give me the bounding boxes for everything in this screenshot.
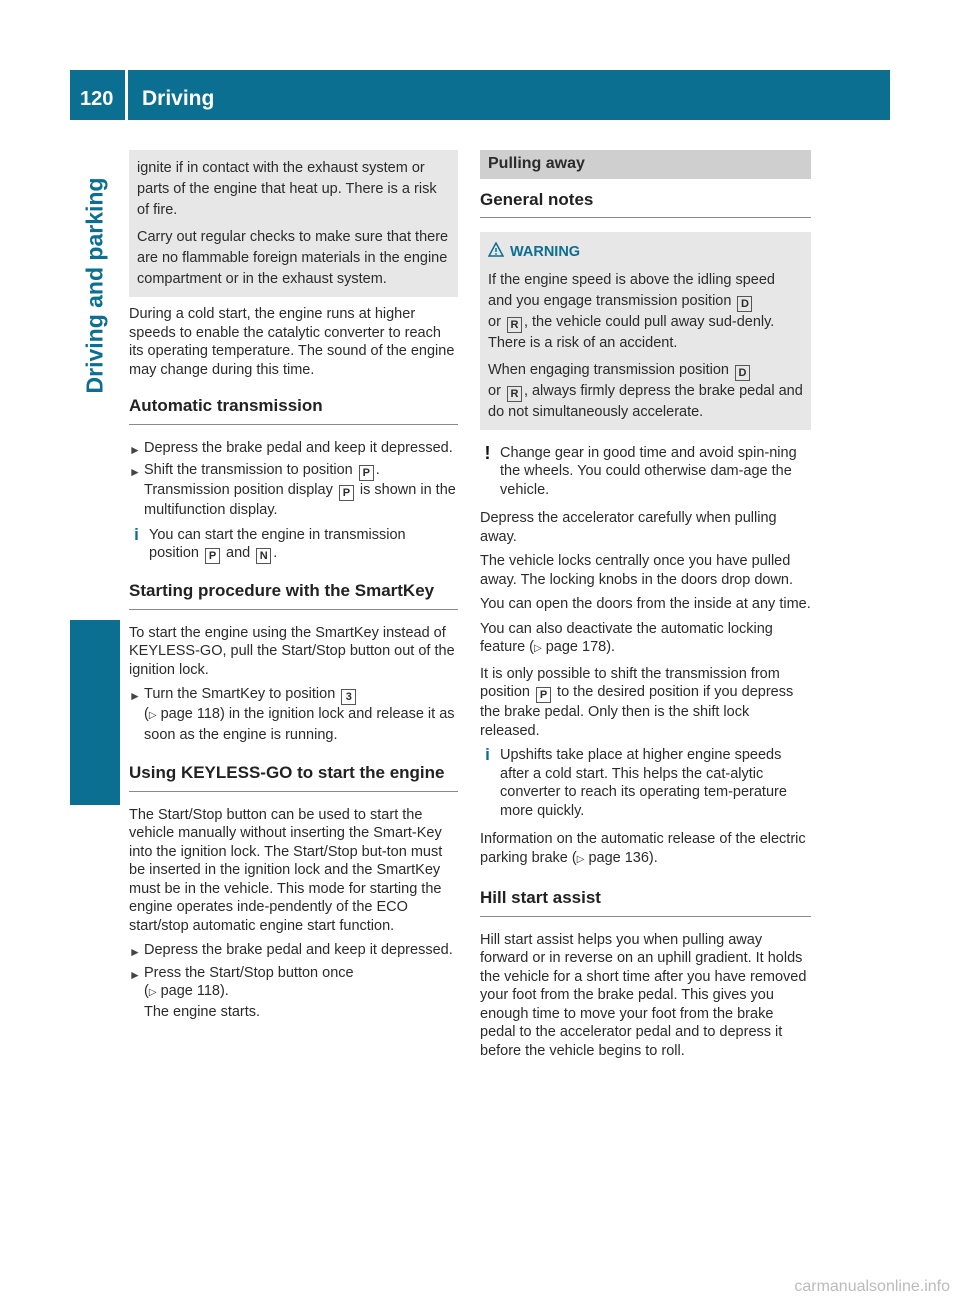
step-arrow-icon: ► <box>129 945 141 959</box>
page-ref-arrow-icon: ▷ <box>576 853 585 865</box>
right-column <box>480 150 811 1066</box>
key-d-icon: D <box>735 365 750 381</box>
step-shift-to-p: ► Shift the transmission to position P . Transmission position display P is shown in the multifunction display. <box>129 462 456 518</box>
key-p-icon: P <box>205 548 220 564</box>
heading-general-notes: General notes <box>480 191 811 219</box>
step-press-start-stop: ► Press the Start/Stop button once (▷ page 118). The engine starts. <box>129 964 354 1020</box>
step-arrow-icon: ► <box>129 442 141 457</box>
heading-smartkey: Starting procedure with the SmartKey <box>129 582 458 610</box>
warning-heading: WARNING <box>488 242 803 262</box>
paragraph-accelerator: Depress the accelerator carefully when pulling away. <box>480 510 777 545</box>
heading-hill-start-assist: Hill start assist <box>480 889 811 917</box>
step-arrow-icon: ► <box>129 967 141 982</box>
section-title: Driving <box>142 87 215 110</box>
key-p-icon: P <box>536 687 551 703</box>
page-ref-arrow-icon: ▷ <box>148 710 157 721</box>
key-p-icon: P <box>339 485 354 501</box>
step-depress-brake: ► Depress the brake pedal and keep it depressed. <box>129 439 458 458</box>
page-number: 120 <box>80 88 114 110</box>
smartkey-intro: To start the engine using the SmartKey instead of KEYLESS-GO, pull the Start/Stop button out of the ignition lock. <box>129 624 455 678</box>
info-note-start-positions: i You can start the engine in transmission position P and N . <box>129 526 458 565</box>
caution-exclamation-icon: ! <box>484 442 491 463</box>
heading-automatic-transmission: Automatic transmission <box>129 397 458 425</box>
cold-start-paragraph: During a cold start, the engine runs at higher speeds to enable the catalytic converter to reach its operating temperature. The sound of the engine may change during this time. <box>129 306 455 378</box>
chapter-tab-marker <box>70 620 120 805</box>
warning-paragraph-1: If the engine speed is above the idling speed and you engage transmission position D or R , the vehicle could pull away sud-denly. There is a risk of an accident. <box>488 271 775 351</box>
step-arrow-icon: ► <box>129 689 141 703</box>
warning-text-1: ignite if in contact with the exhaust system or parts of the engine that heat up. There is a risk of fire. <box>137 160 437 218</box>
warning-triangle-icon <box>488 242 504 258</box>
paragraph-shift-lock: It is only possible to shift the transmission from position P to the desired position if you depress the brake pedal. Only then is the shift lock released. <box>480 665 794 739</box>
info-note-upshifts: i Upshifts take place at higher engine speeds after a cold start. This helps the cat-alytic converter to reach its operating tem-perature more quickly. <box>480 746 811 820</box>
warning-continuation-box <box>129 150 458 297</box>
key-d-icon: D <box>737 296 752 312</box>
step-depress-brake-2: ► Depress the brake pedal and keep it depressed. <box>129 941 458 960</box>
info-icon: i <box>134 524 139 544</box>
keyless-intro: The Start/Stop button can be used to start the vehicle manually without inserting the Smart-Key into the ignition lock. The Start/Stop but-ton must be inserted in the ignition lock and the SmartKey must be in the vehicle. This mode for starting the engine operates inde-pendently of the ECO start/stop automatic engine start function. <box>129 806 443 934</box>
warning-paragraph-2: When engaging transmission position D or R , always firmly depress the brake pedal and do not simultaneously accelerate. <box>488 361 803 420</box>
step-arrow-icon: ► <box>129 465 141 479</box>
hill-start-paragraph: Hill start assist helps you when pulling away forward or in reverse on an uphill gradient. It holds the vehicle for a short time after you have removed your foot from the brake pedal. This gives you enough time to move your foot from the brake pedal to the accelerator pedal and to depress it before the vehicle begins to roll. <box>480 931 807 1059</box>
warning-box <box>480 232 811 430</box>
left-column <box>129 150 458 1025</box>
chapter-label: Driving and parking <box>81 177 108 393</box>
step-turn-smartkey: ► Turn the SmartKey to position 3 (▷ page 118) in the ignition lock and release it as soon as the engine is running. <box>129 686 455 743</box>
key-n-icon: N <box>256 548 271 564</box>
caution-note: ! Change gear in good time and avoid spin-ning the wheels. You could otherwise dam-age the vehicle. <box>480 444 811 500</box>
key-p-icon: P <box>359 465 374 481</box>
page-ref-arrow-icon: ▷ <box>148 987 157 998</box>
paragraph-open-doors: You can open the doors from the inside at any time. <box>480 596 811 612</box>
paragraph-deactivate-locking: You can also deactivate the automatic locking feature (▷ page 178). <box>480 620 773 655</box>
heading-pulling-away: Pulling away <box>480 150 811 179</box>
chapter-side-tab <box>70 120 120 805</box>
key-r-icon: R <box>507 317 522 333</box>
info-icon: i <box>485 745 490 764</box>
paragraph-central-locking: The vehicle locks centrally once you have pulled away. The locking knobs in the doors drop down. <box>480 553 794 588</box>
header-divider <box>125 70 128 120</box>
warning-text-2: Carry out regular checks to make sure that there are no flammable foreign materials in the engine compartment or in the exhaust system. <box>137 229 449 287</box>
key-r-icon: R <box>507 386 522 402</box>
key-3-icon: 3 <box>341 689 356 705</box>
watermark: carmanualsonline.info <box>794 1278 950 1295</box>
page-ref-arrow-icon: ▷ <box>534 643 542 654</box>
page-header <box>70 70 890 120</box>
paragraph-parking-brake: Information on the automatic release of the electric parking brake (▷ page 136). <box>480 831 806 866</box>
heading-keyless-go: Using KEYLESS-GO to start the engine <box>129 764 458 792</box>
